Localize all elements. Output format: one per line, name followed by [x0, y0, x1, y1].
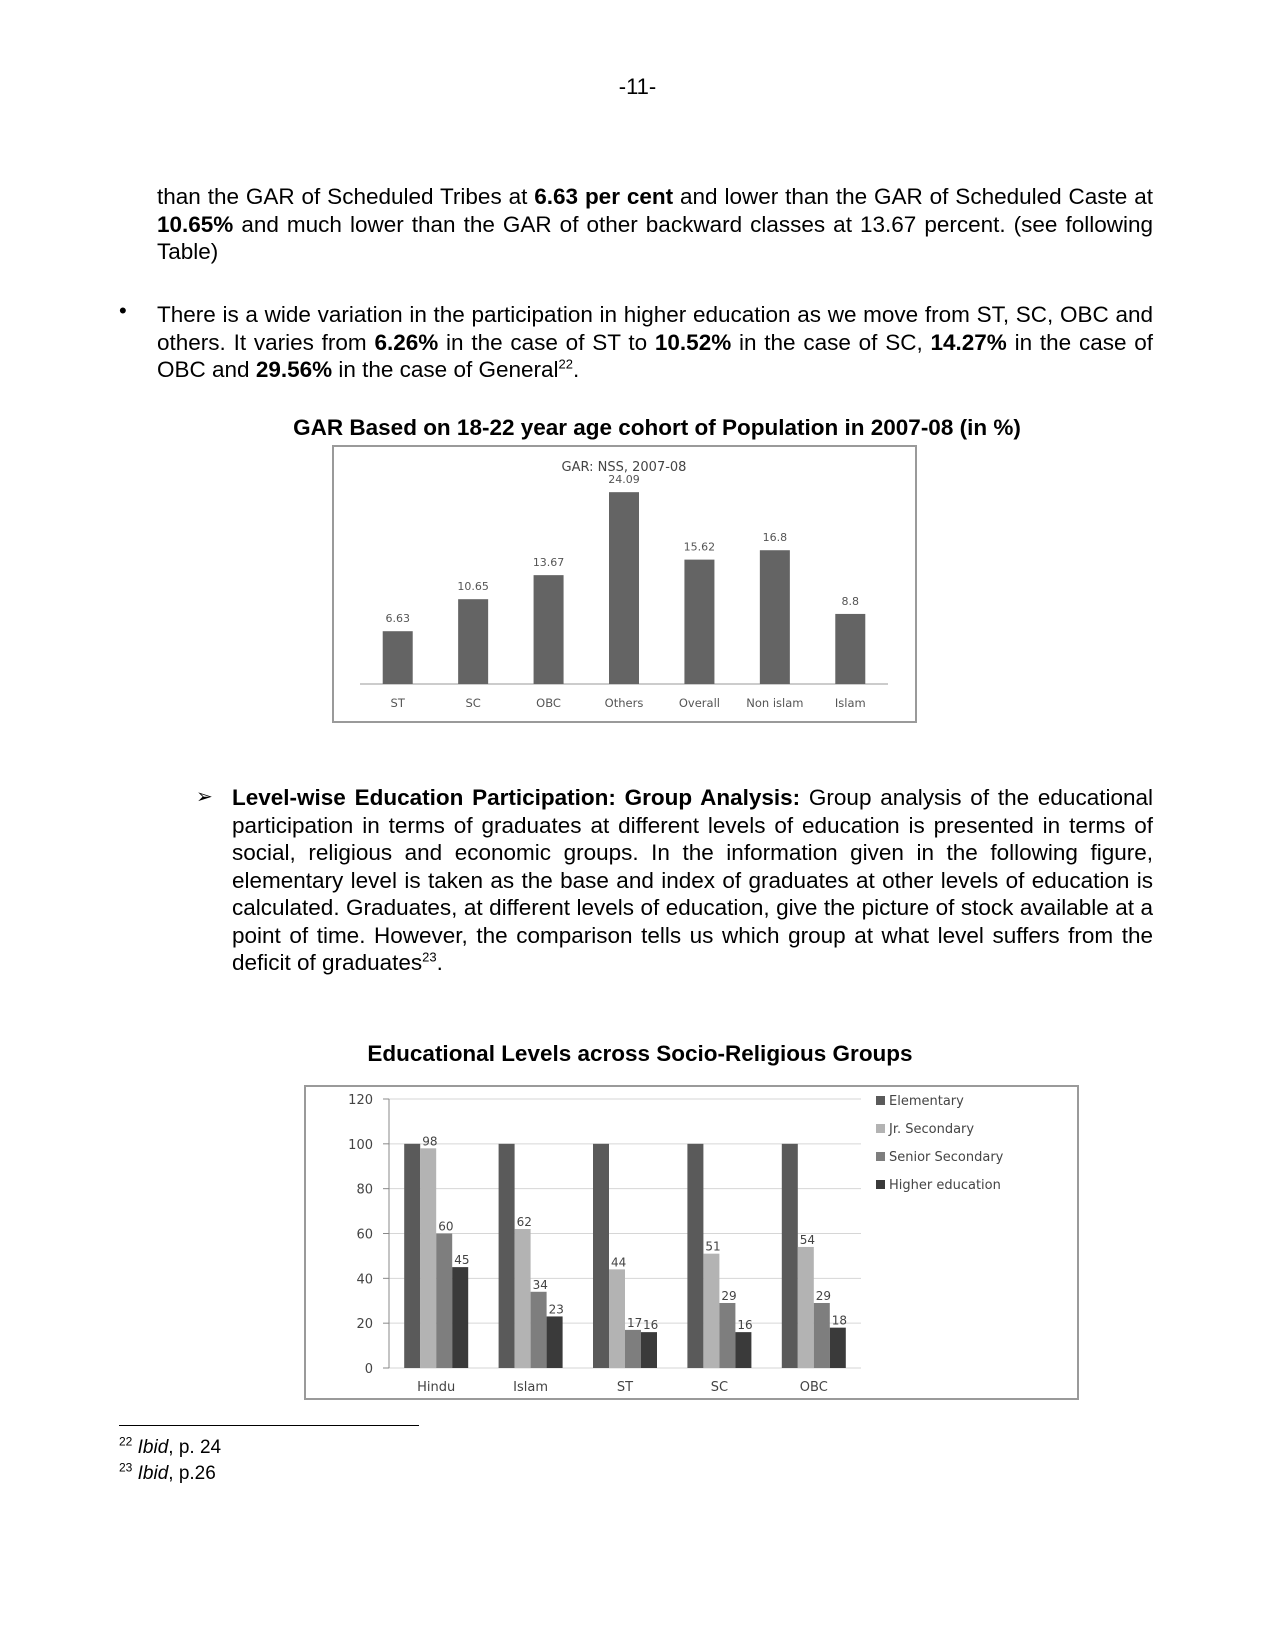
x-tick-obc: OBC	[536, 696, 561, 710]
x-tick-st: ST	[390, 696, 405, 710]
bar-sc-senior-secondary	[719, 1303, 735, 1368]
legend-swatch-jr-secondary	[876, 1124, 885, 1133]
bar-sc	[458, 599, 488, 684]
arrow-bullet-icon: ➢	[196, 786, 213, 808]
data-label-sc-higher-education: 16	[737, 1318, 753, 1333]
bar-islam-higher-education	[547, 1316, 563, 1368]
x-tick-sc: SC	[465, 696, 481, 710]
data-label-st: 6.63	[385, 612, 410, 626]
bar-obc-elementary	[782, 1144, 798, 1368]
education-levels-bar-chart	[304, 1085, 1080, 1403]
data-label-islam-senior-secondary: 34	[532, 1277, 548, 1292]
paragraph-gar-comparison: than the GAR of Scheduled Tribes at 6.63 per cent and lower than the GAR of Scheduled Caste at 10.65% and much lower than the GAR of other backward classes at 13.67 percent. (see following Table)	[157, 184, 1153, 264]
data-label-non-islam: 16.8	[762, 531, 788, 545]
gar-bar-chart	[332, 445, 918, 725]
data-label-st-higher-education: 16	[643, 1318, 659, 1333]
x-tick-obc: OBC	[799, 1380, 828, 1395]
data-label-sc: 10.65	[457, 580, 489, 594]
paragraph-group-analysis: Level-wise Education Participation: Group Analysis: Group analysis of the educational participation in terms of graduates at different levels of education is presented in terms of social, religious and economic groups. In the information given in the following figure, elementary level is taken as the base and index of graduates at other levels of education is calculated. Graduates, at different levels of education, give the picture of stock available at a point of time. However, the comparison tells us which group at what level suffers from the deficit of graduates$^{23}$.	[232, 785, 1153, 975]
x-tick-st: ST	[616, 1380, 634, 1395]
bar-hindu-jr-secondary	[420, 1148, 436, 1368]
x-tick-hindu: Hindu	[417, 1380, 456, 1395]
y-tick-60: 60	[356, 1227, 373, 1243]
data-label-islam: 8.8	[841, 594, 860, 608]
data-label-islam-higher-education: 23	[548, 1302, 564, 1317]
bar-sc-jr-secondary	[703, 1254, 719, 1368]
bar-sc-elementary	[687, 1144, 703, 1368]
y-tick-120: 120	[348, 1093, 373, 1108]
bullet-icon: •	[119, 298, 127, 323]
data-label-overall: 15.62	[683, 540, 716, 554]
bar-obc-senior-secondary	[814, 1303, 830, 1368]
x-tick-islam: Islam	[513, 1380, 549, 1395]
data-label-others: 24.09	[608, 473, 640, 487]
bar-hindu-higher-education	[452, 1267, 468, 1368]
bar-st-higher-education	[641, 1332, 657, 1368]
legend-label-senior-secondary: Senior Secondary	[889, 1150, 1004, 1165]
data-label-st-senior-secondary: 17	[627, 1315, 643, 1330]
data-label-hindu-higher-education: 45	[454, 1253, 470, 1268]
bar-st	[383, 631, 413, 684]
legend-label-higher-education: Higher education	[889, 1178, 1001, 1193]
bar-islam-jr-secondary	[515, 1229, 531, 1368]
x-tick-sc: SC	[710, 1380, 729, 1395]
data-label-islam-jr-secondary: 62	[516, 1215, 532, 1230]
y-tick-100: 100	[348, 1137, 373, 1153]
data-label-obc-senior-secondary: 29	[815, 1288, 832, 1303]
y-tick-40: 40	[356, 1272, 373, 1288]
footnote-23: $^{23}$ Ibid, p.26	[119, 1460, 216, 1484]
bar-overall	[684, 560, 714, 684]
bar-st-jr-secondary	[609, 1269, 625, 1368]
y-tick-0: 0	[364, 1362, 373, 1377]
legend-swatch-senior-secondary	[876, 1152, 885, 1161]
legend-label-elementary: Elementary	[889, 1094, 964, 1109]
bar-islam-elementary	[499, 1144, 515, 1368]
bar-obc	[534, 575, 564, 684]
data-label-sc-senior-secondary: 29	[721, 1288, 737, 1303]
data-label-sc-jr-secondary: 51	[705, 1239, 721, 1254]
legend-swatch-elementary	[876, 1096, 885, 1105]
bar-others	[609, 492, 639, 684]
data-label-obc-higher-education: 18	[831, 1313, 848, 1328]
bar-hindu-elementary	[404, 1144, 420, 1368]
footnote-ref-22[interactable]: 22	[558, 356, 573, 372]
data-label-st-jr-secondary: 44	[611, 1255, 627, 1270]
x-tick-non-islam: Non islam	[746, 696, 804, 710]
y-tick-80: 80	[356, 1182, 373, 1198]
x-tick-others: Others	[604, 696, 644, 710]
bar-st-senior-secondary	[625, 1330, 641, 1368]
footnote-22: $^{22}$ Ibid, p. 24	[119, 1434, 222, 1458]
chart1-caption: GAR Based on 18-22 year age cohort of Population in 2007-08 (in %)	[293, 415, 1021, 440]
x-tick-islam: Islam	[834, 696, 866, 710]
bar-islam-senior-secondary	[531, 1292, 547, 1368]
chart1-title: GAR: NSS, 2007-08	[561, 460, 687, 475]
bar-obc-higher-education	[830, 1328, 846, 1368]
footnote-ref-23[interactable]: 23	[422, 949, 437, 965]
legend-label-jr-secondary: Jr. Secondary	[889, 1122, 975, 1137]
footnote-divider	[119, 1425, 419, 1426]
y-tick-20: 20	[356, 1317, 373, 1333]
bar-hindu-senior-secondary	[436, 1234, 452, 1369]
bar-non-islam	[760, 550, 790, 684]
data-label-hindu-senior-secondary: 60	[438, 1219, 454, 1234]
bar-islam	[835, 614, 865, 684]
bar-obc-jr-secondary	[798, 1247, 814, 1368]
legend-swatch-higher-education	[876, 1180, 885, 1189]
bullet-paragraph-variation: There is a wide variation in the participation in higher education as we move from ST, SC, OBC and others. It varies from 6.26% in the case of ST to 10.52% in the case of SC, 14.27% in the case of OBC and 29.56% in the case of General$^{22}$.	[157, 302, 1154, 382]
data-label-obc: 13.67	[532, 556, 565, 570]
bar-sc-higher-education	[735, 1332, 751, 1368]
page-number: -11-	[618, 74, 657, 99]
chart2-caption: Educational Levels across Socio-Religious Groups	[367, 1041, 913, 1066]
data-label-obc-jr-secondary: 54	[799, 1232, 816, 1247]
bar-st-elementary	[593, 1144, 609, 1368]
x-tick-overall: Overall	[678, 696, 720, 710]
data-label-hindu-jr-secondary: 98	[422, 1134, 438, 1149]
